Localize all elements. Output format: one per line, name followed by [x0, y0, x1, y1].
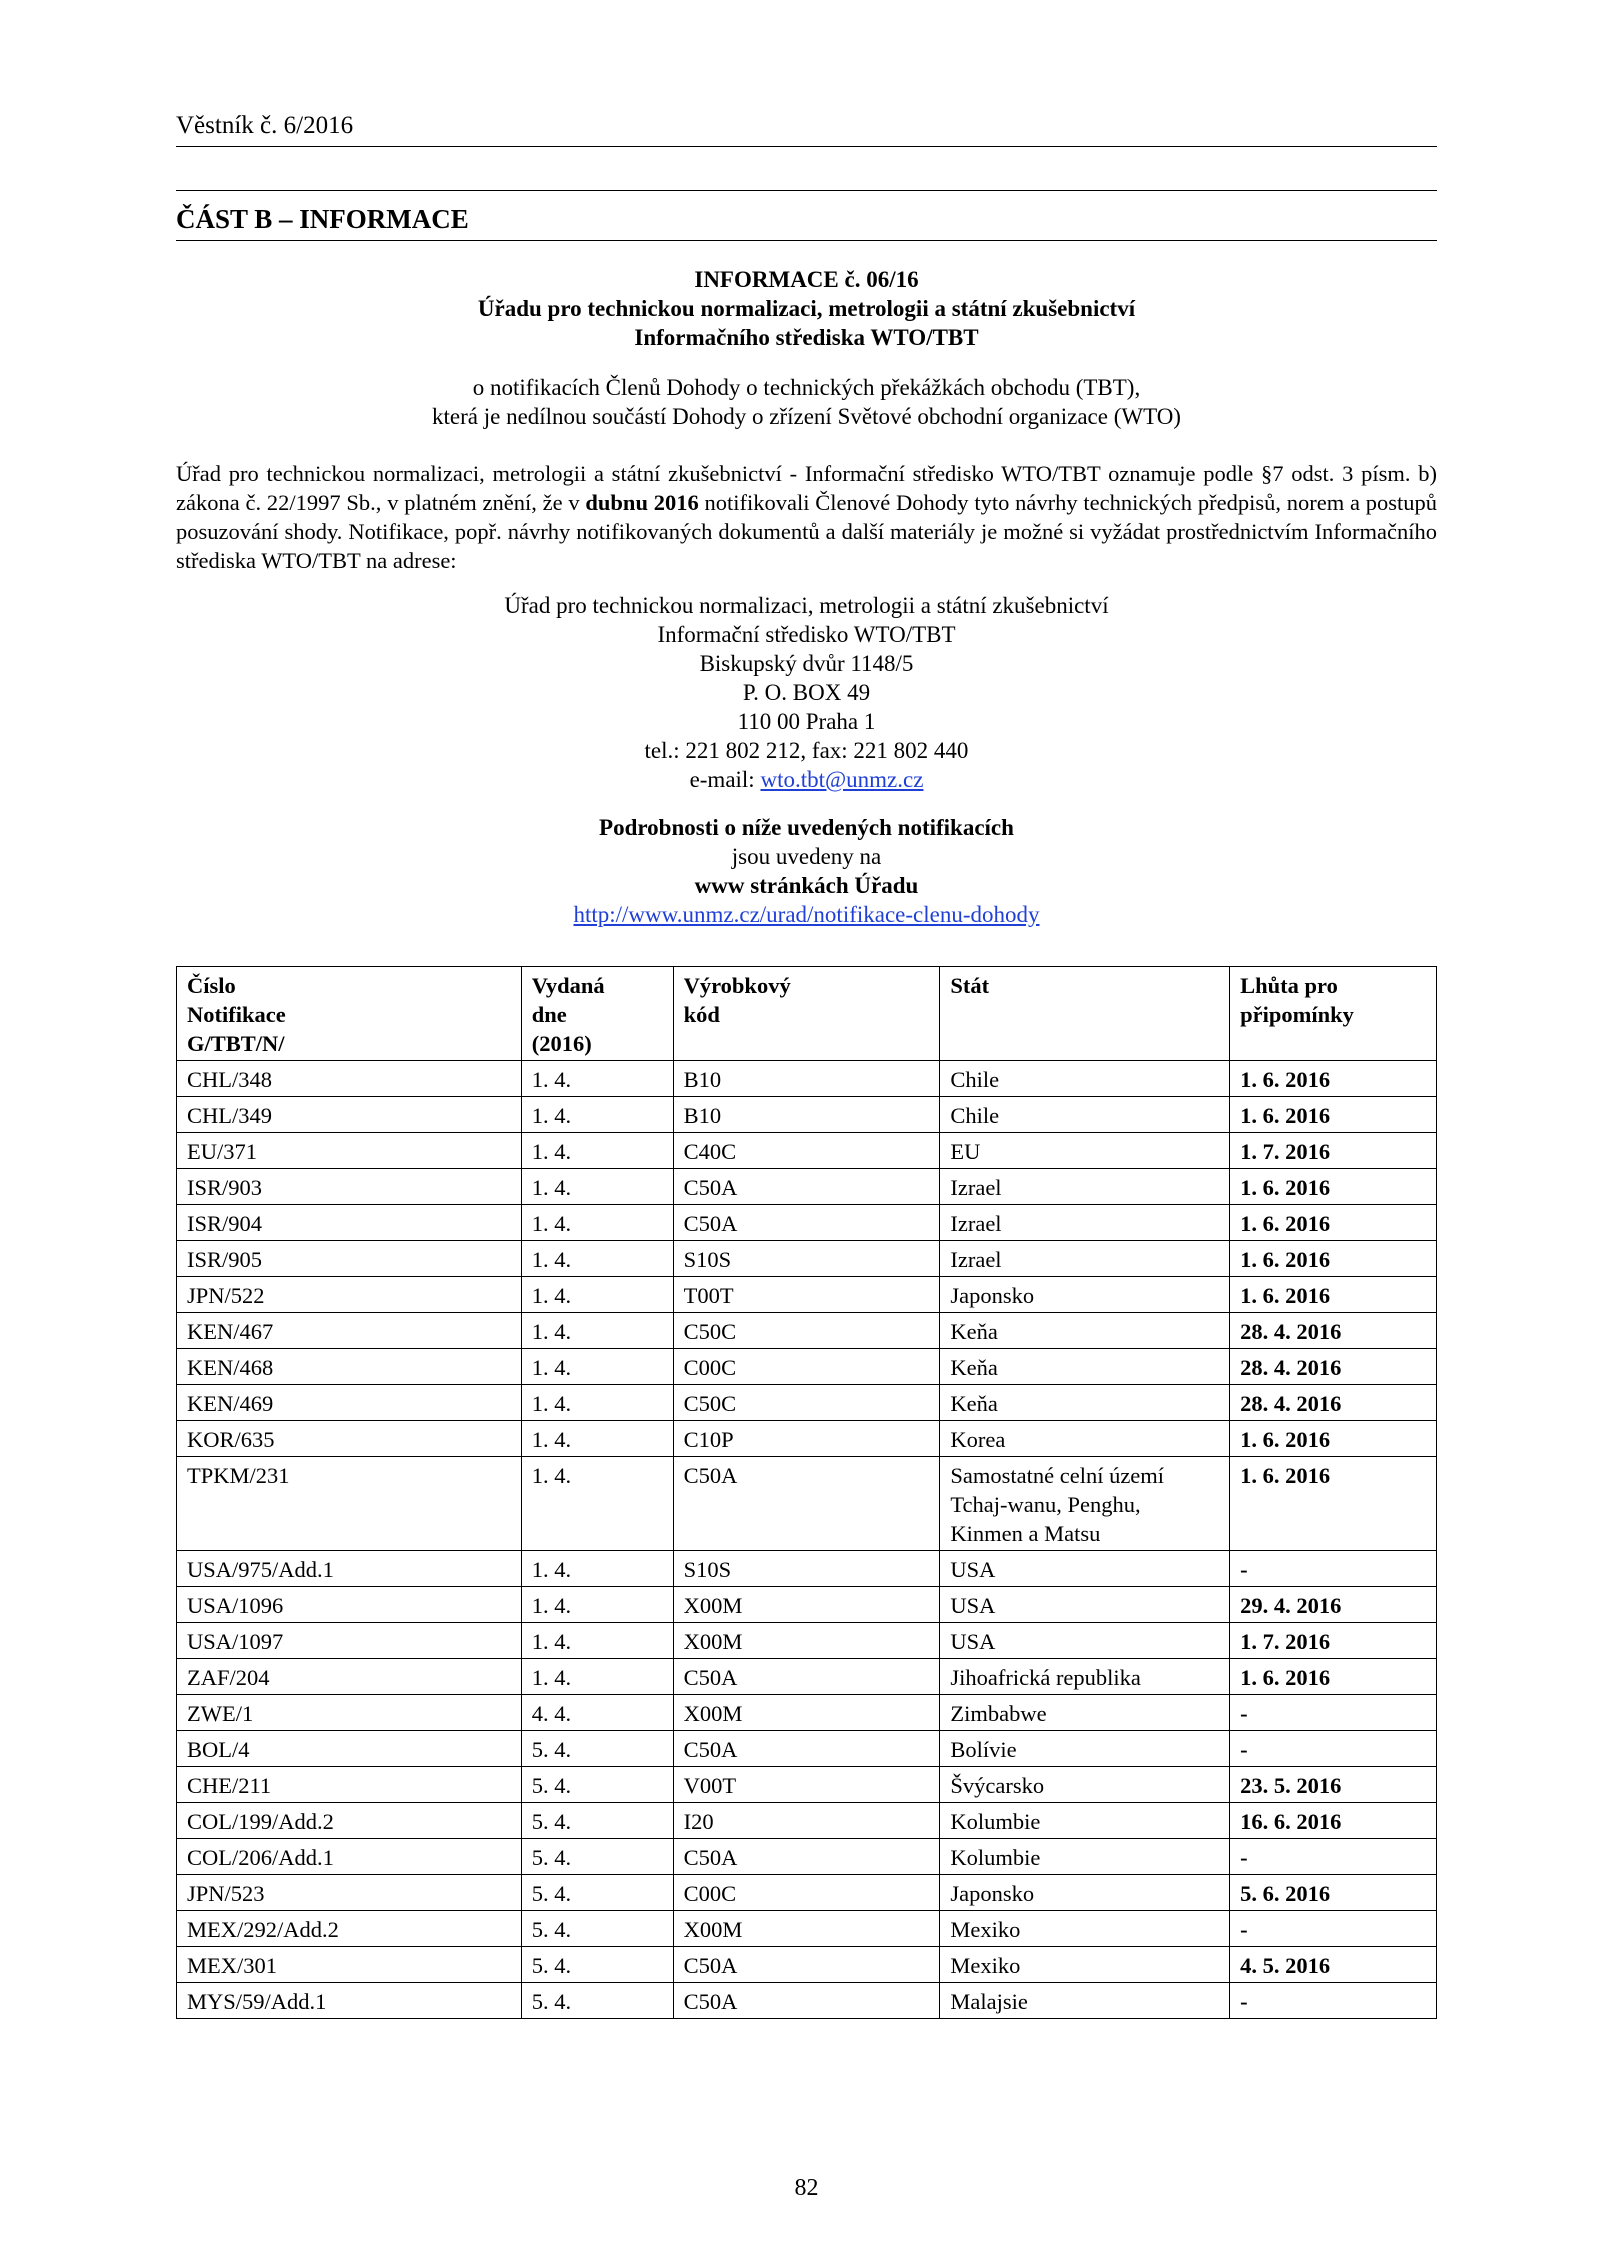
cell-state: Kolumbie	[940, 1839, 1230, 1875]
table-row	[177, 1911, 1437, 1947]
cell-state: Izrael	[940, 1205, 1230, 1241]
cell-product-code: I20	[673, 1803, 940, 1839]
table-row	[177, 1947, 1437, 1983]
cell-state: Švýcarsko	[940, 1767, 1230, 1803]
cell-comment-deadline: 1. 6. 2016	[1230, 1169, 1437, 1205]
contact-address	[176, 591, 1437, 794]
cell-product-code: C50C	[673, 1313, 940, 1349]
cell-issued-date: 1. 4.	[521, 1097, 673, 1133]
cell-notification-number: ZAF/204	[177, 1659, 522, 1695]
cell-product-code: B10	[673, 1097, 940, 1133]
cell-state: Chile	[940, 1097, 1230, 1133]
cell-product-code: C50A	[673, 1983, 940, 2019]
table-row	[177, 1205, 1437, 1241]
cell-comment-deadline: 1. 6. 2016	[1230, 1061, 1437, 1097]
cell-state: Jihoafrická republika	[940, 1659, 1230, 1695]
cell-product-code: C50A	[673, 1659, 940, 1695]
cell-comment-deadline: -	[1230, 1839, 1437, 1875]
table-row	[177, 1385, 1437, 1421]
cell-comment-deadline: -	[1230, 1551, 1437, 1587]
cell-comment-deadline: -	[1230, 1911, 1437, 1947]
section-rule-top	[176, 190, 1437, 191]
cell-product-code: C10P	[673, 1421, 940, 1457]
cell-issued-date: 1. 4.	[521, 1277, 673, 1313]
header-state: Stát	[940, 967, 1230, 1061]
cell-comment-deadline: 28. 4. 2016	[1230, 1385, 1437, 1421]
cell-comment-deadline: -	[1230, 1731, 1437, 1767]
section-rule-bottom	[176, 240, 1437, 241]
cell-issued-date: 1. 4.	[521, 1061, 673, 1097]
cell-comment-deadline: 1. 6. 2016	[1230, 1457, 1437, 1551]
cell-issued-date: 1. 4.	[521, 1659, 673, 1695]
cell-comment-deadline: 16. 6. 2016	[1230, 1803, 1437, 1839]
cell-state: USA	[940, 1587, 1230, 1623]
header-comment-deadline: Lhůta pro připomínky	[1230, 967, 1437, 1061]
cell-state: Izrael	[940, 1169, 1230, 1205]
cell-notification-number: KOR/635	[177, 1421, 522, 1457]
cell-state: Korea	[940, 1421, 1230, 1457]
cell-comment-deadline: 28. 4. 2016	[1230, 1349, 1437, 1385]
intro-paragraph	[176, 459, 1437, 575]
cell-state: Kolumbie	[940, 1803, 1230, 1839]
cell-issued-date: 5. 4.	[521, 1875, 673, 1911]
table-row	[177, 1623, 1437, 1659]
cell-notification-number: CHL/349	[177, 1097, 522, 1133]
address-line1: Úřad pro technickou normalizaci, metrologii a státní zkušebnictví	[504, 593, 1109, 618]
details-line1: Podrobnosti o níže uvedených notifikacích	[599, 815, 1014, 840]
cell-product-code: X00M	[673, 1623, 940, 1659]
cell-comment-deadline: 29. 4. 2016	[1230, 1587, 1437, 1623]
info-subject-line2: která je nedílnou součástí Dohody o zřízení Světové obchodní organizace (WTO)	[432, 404, 1181, 429]
address-line2: Informační středisko WTO/TBT	[657, 622, 956, 647]
cell-issued-date: 5. 4.	[521, 1767, 673, 1803]
cell-issued-date: 5. 4.	[521, 1983, 673, 2019]
cell-notification-number: USA/1097	[177, 1623, 522, 1659]
header-rule	[176, 146, 1437, 147]
cell-notification-number: EU/371	[177, 1133, 522, 1169]
cell-state: Bolívie	[940, 1731, 1230, 1767]
info-issuer-line1: Úřadu pro technickou normalizaci, metrologii a státní zkušebnictví	[477, 296, 1136, 321]
cell-product-code: X00M	[673, 1911, 940, 1947]
cell-comment-deadline: 1. 6. 2016	[1230, 1659, 1437, 1695]
cell-notification-number: JPN/522	[177, 1277, 522, 1313]
cell-notification-number: KEN/468	[177, 1349, 522, 1385]
cell-notification-number: TPKM/231	[177, 1457, 522, 1551]
cell-issued-date: 1. 4.	[521, 1421, 673, 1457]
table-row	[177, 1731, 1437, 1767]
cell-state: USA	[940, 1551, 1230, 1587]
cell-issued-date: 1. 4.	[521, 1313, 673, 1349]
cell-state: USA	[940, 1623, 1230, 1659]
cell-issued-date: 1. 4.	[521, 1587, 673, 1623]
details-line3: www stránkách Úřadu	[694, 873, 919, 898]
cell-state: Keňa	[940, 1385, 1230, 1421]
cell-issued-date: 1. 4.	[521, 1457, 673, 1551]
cell-comment-deadline: 1. 7. 2016	[1230, 1623, 1437, 1659]
cell-product-code: X00M	[673, 1695, 940, 1731]
info-heading	[176, 265, 1437, 352]
cell-notification-number: ISR/905	[177, 1241, 522, 1277]
table-row	[177, 1551, 1437, 1587]
cell-product-code: C50A	[673, 1731, 940, 1767]
cell-notification-number: JPN/523	[177, 1875, 522, 1911]
address-line4: P. O. BOX 49	[742, 680, 871, 705]
cell-issued-date: 5. 4.	[521, 1911, 673, 1947]
cell-notification-number: KEN/467	[177, 1313, 522, 1349]
header-issued-date: Vydaná dne (2016)	[521, 967, 673, 1061]
cell-state: Keňa	[940, 1349, 1230, 1385]
page-number: 82	[794, 2175, 819, 2201]
cell-product-code: X00M	[673, 1587, 940, 1623]
table-row	[177, 1457, 1437, 1551]
cell-issued-date: 5. 4.	[521, 1803, 673, 1839]
table-row	[177, 1983, 1437, 2019]
running-header: Věstník č. 6/2016	[176, 112, 354, 139]
cell-comment-deadline: 1. 6. 2016	[1230, 1097, 1437, 1133]
table-row	[177, 1277, 1437, 1313]
cell-comment-deadline: 28. 4. 2016	[1230, 1313, 1437, 1349]
cell-product-code: C50A	[673, 1839, 940, 1875]
cell-state: Japonsko	[940, 1875, 1230, 1911]
cell-issued-date: 1. 4.	[521, 1551, 673, 1587]
cell-notification-number: CHL/348	[177, 1061, 522, 1097]
cell-issued-date: 1. 4.	[521, 1623, 673, 1659]
table-row	[177, 1133, 1437, 1169]
cell-comment-deadline: -	[1230, 1695, 1437, 1731]
cell-issued-date: 1. 4.	[521, 1169, 673, 1205]
cell-notification-number: ISR/903	[177, 1169, 522, 1205]
table-row	[177, 1695, 1437, 1731]
info-subject-line1: o notifikacích Členů Dohody o technických překážkách obchodu (TBT),	[472, 375, 1141, 400]
header-notification-number: Číslo Notifikace G/TBT/N/	[177, 967, 522, 1061]
info-issuer-line2: Informačního střediska WTO/TBT	[634, 325, 979, 350]
cell-product-code: T00T	[673, 1277, 940, 1313]
cell-product-code: C50C	[673, 1385, 940, 1421]
table-row	[177, 1241, 1437, 1277]
cell-issued-date: 5. 4.	[521, 1947, 673, 1983]
table-row	[177, 1421, 1437, 1457]
cell-comment-deadline: 1. 6. 2016	[1230, 1421, 1437, 1457]
address-line5: 110 00 Praha 1	[737, 709, 876, 734]
cell-issued-date: 1. 4.	[521, 1385, 673, 1421]
details-line2: jsou uvedeny na	[731, 844, 882, 869]
cell-product-code: C50A	[673, 1457, 940, 1551]
intro-text-part2: notifikovali Členové Dohody tyto návrhy technických předpisů, norem a postupů posuzování shody. Notifikace, popř. návrhy notifikovaných dokumentů a další materiály je možné si vyžádat prostřednictvím Informačního střediska WTO/TBT na adrese:	[176, 490, 1438, 573]
table-row	[177, 1587, 1437, 1623]
cell-comment-deadline: 5. 6. 2016	[1230, 1875, 1437, 1911]
cell-product-code: C00C	[673, 1349, 940, 1385]
cell-product-code: V00T	[673, 1767, 940, 1803]
cell-state: Malajsie	[940, 1983, 1230, 2019]
cell-issued-date: 5. 4.	[521, 1731, 673, 1767]
address-line6: tel.: 221 802 212, fax: 221 802 440	[644, 738, 969, 763]
table-row	[177, 1349, 1437, 1385]
cell-notification-number: KEN/469	[177, 1385, 522, 1421]
cell-notification-number: USA/975/Add.1	[177, 1551, 522, 1587]
cell-notification-number: MEX/292/Add.2	[177, 1911, 522, 1947]
details-url-link[interactable]: http://www.unmz.cz/urad/notifikace-clenu-dohody	[573, 902, 1040, 927]
cell-notification-number: CHE/211	[177, 1767, 522, 1803]
email-label: e-mail:	[689, 767, 761, 792]
cell-state: Zimbabwe	[940, 1695, 1230, 1731]
header-product-code: Výrobkový kód	[673, 967, 940, 1061]
cell-comment-deadline: 4. 5. 2016	[1230, 1947, 1437, 1983]
cell-product-code: S10S	[673, 1551, 940, 1587]
cell-issued-date: 4. 4.	[521, 1695, 673, 1731]
cell-notification-number: USA/1096	[177, 1587, 522, 1623]
cell-product-code: S10S	[673, 1241, 940, 1277]
cell-issued-date: 1. 4.	[521, 1133, 673, 1169]
info-title: INFORMACE č. 06/16	[694, 267, 919, 292]
info-subject	[176, 373, 1437, 431]
cell-notification-number: BOL/4	[177, 1731, 522, 1767]
table-row	[177, 1313, 1437, 1349]
table-row	[177, 1767, 1437, 1803]
address-line3: Biskupský dvůr 1148/5	[699, 651, 914, 676]
cell-issued-date: 5. 4.	[521, 1839, 673, 1875]
cell-issued-date: 1. 4.	[521, 1349, 673, 1385]
cell-notification-number: COL/199/Add.2	[177, 1803, 522, 1839]
details-block	[176, 813, 1437, 929]
cell-state: Samostatné celní území Tchaj-wanu, Penghu, Kinmen a Matsu	[940, 1457, 1230, 1551]
cell-product-code: C40C	[673, 1133, 940, 1169]
cell-state: Mexiko	[940, 1911, 1230, 1947]
table-row	[177, 1803, 1437, 1839]
cell-state: Mexiko	[940, 1947, 1230, 1983]
cell-notification-number: MEX/301	[177, 1947, 522, 1983]
cell-comment-deadline: -	[1230, 1983, 1437, 2019]
cell-product-code: B10	[673, 1061, 940, 1097]
section-title: ČÁST B – INFORMACE	[176, 204, 469, 234]
cell-comment-deadline: 1. 6. 2016	[1230, 1277, 1437, 1313]
cell-product-code: C50A	[673, 1169, 940, 1205]
table-row	[177, 1169, 1437, 1205]
intro-text-bold: dubnu 2016	[585, 490, 699, 515]
cell-state: Izrael	[940, 1241, 1230, 1277]
cell-notification-number: MYS/59/Add.1	[177, 1983, 522, 2019]
cell-state: Japonsko	[940, 1277, 1230, 1313]
cell-product-code: C00C	[673, 1875, 940, 1911]
table-row	[177, 1061, 1437, 1097]
table-row	[177, 1659, 1437, 1695]
cell-notification-number: ZWE/1	[177, 1695, 522, 1731]
email-link[interactable]: wto.tbt@unmz.cz	[760, 767, 924, 792]
cell-comment-deadline: 1. 6. 2016	[1230, 1241, 1437, 1277]
table-row	[177, 1875, 1437, 1911]
cell-state: EU	[940, 1133, 1230, 1169]
notifications-table	[176, 966, 1437, 2019]
cell-issued-date: 1. 4.	[521, 1241, 673, 1277]
cell-comment-deadline: 1. 7. 2016	[1230, 1133, 1437, 1169]
cell-state: Keňa	[940, 1313, 1230, 1349]
table-header-row	[177, 967, 1437, 1061]
intro-text-part1: Úřad pro technickou normalizaci, metrologii a státní zkušebnictví - Informační středisko WTO/TBT oznamuje podle §7 odst. 3 písm. b) zákona č. 22/1997 Sb., v platném znění, že v	[176, 461, 1437, 515]
cell-notification-number: COL/206/Add.1	[177, 1839, 522, 1875]
cell-notification-number: ISR/904	[177, 1205, 522, 1241]
cell-issued-date: 1. 4.	[521, 1205, 673, 1241]
cell-comment-deadline: 1. 6. 2016	[1230, 1205, 1437, 1241]
cell-state: Chile	[940, 1061, 1230, 1097]
table-body	[177, 1061, 1437, 2019]
cell-product-code: C50A	[673, 1205, 940, 1241]
cell-product-code: C50A	[673, 1947, 940, 1983]
table-row	[177, 1097, 1437, 1133]
address-email-line	[176, 765, 1437, 794]
table-row	[177, 1839, 1437, 1875]
cell-comment-deadline: 23. 5. 2016	[1230, 1767, 1437, 1803]
